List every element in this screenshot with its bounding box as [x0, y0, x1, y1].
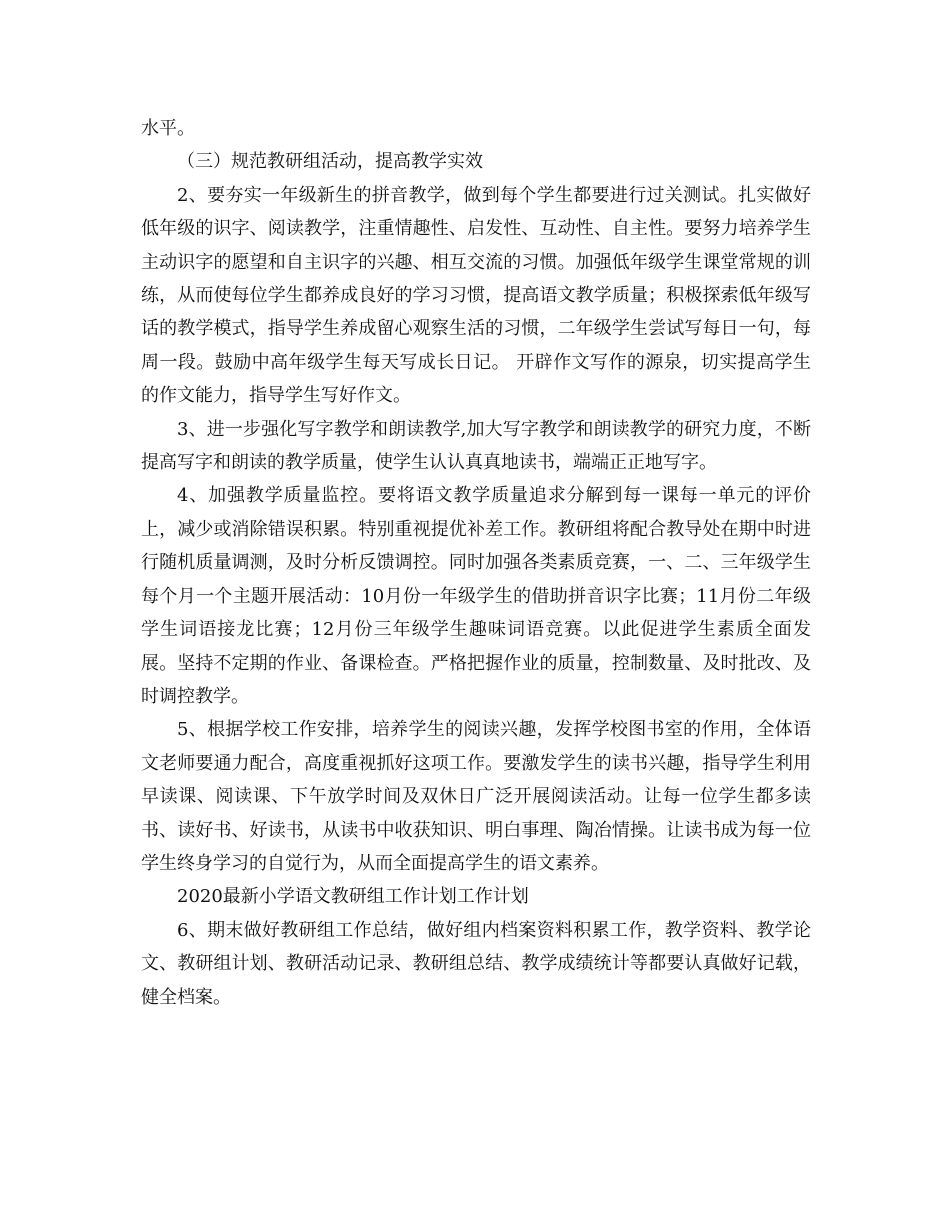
paragraph-item-3: 3、进一步强化写字教学和朗读教学,加大写字教学和朗读教学的研究力度，不断提高写字和朗读的教学质量，使学生认认真真地读书，端端正正地写字。	[141, 418, 811, 474]
paragraph-item-6: 6、期末做好教研组工作总结，做好组内档案资料积累工作，教学资料、教学论文、教研组计划、教研活动记录、教研组总结、教学成绩统计等都要认真做好记载，健全档案。	[141, 919, 811, 1008]
paragraph-continuation: 水平。	[141, 118, 195, 139]
section-heading: （三）规范教研组活动，提高教学实效	[177, 151, 483, 173]
paragraph-item-4: 4、加强教学质量监控。要将语文教学质量追求分解到每一课每一单元的评价上，减少或消除错误积累。特别重视提优补差工作。教研组将配合教导处在期中时进行随机质量调测，及时分析反馈调控。同时加强各类素质竞赛，一、二、三年级学生每个月一个主题开展活动：10月份一年级学生的借助拼音识字比赛；11月份二年级学生词语接龙比赛；12月份三年级学生趣味词语竞赛。以此促进学生素质全面发展。坚持不定期的作业、备课检查。严格把握作业的质量，控制数量、及时批改、及时调控教学。	[141, 485, 811, 707]
document-title-line: 2020最新小学语文教研组工作计划工作计划	[177, 886, 529, 908]
paragraph-item-5: 5、根据学校工作安排，培养学生的阅读兴趣，发挥学校图书室的作用，全体语文老师要通力配合，高度重视抓好这项工作。要激发学生的读书兴趣，指导学生利用早读课、阅读课、下午放学时间及双休日广泛开展阅读活动。让每一位学生都多读书、读好书、好读书，从读书中收获知识、明白事理、陶冶情操。让读书成为每一位学生终身学习的自觉行为，从而全面提高学生的语文素养。	[141, 719, 811, 874]
paragraph-item-2: 2、要夯实一年级新生的拼音教学，做到每个学生都要进行过关测试。扎实做好低年级的识字、阅读教学，注重情趣性、启发性、互动性、自主性。要努力培养学生主动识字的愿望和自主识字的兴趣、相互交流的习惯。加强低年级学生课堂常规的训练，从而使每位学生都养成良好的学习习惯，提高语文教学质量；积极探索低年级写话的教学模式，指导学生养成留心观察生活的习惯，二年级学生尝试写每日一句，每周一段。鼓励中高年级学生每天写成长日记。 开辟作文写作的源泉，切实提高学生的作文能力，指导学生写好作文。	[141, 184, 811, 407]
document-body	[141, 112, 811, 1014]
